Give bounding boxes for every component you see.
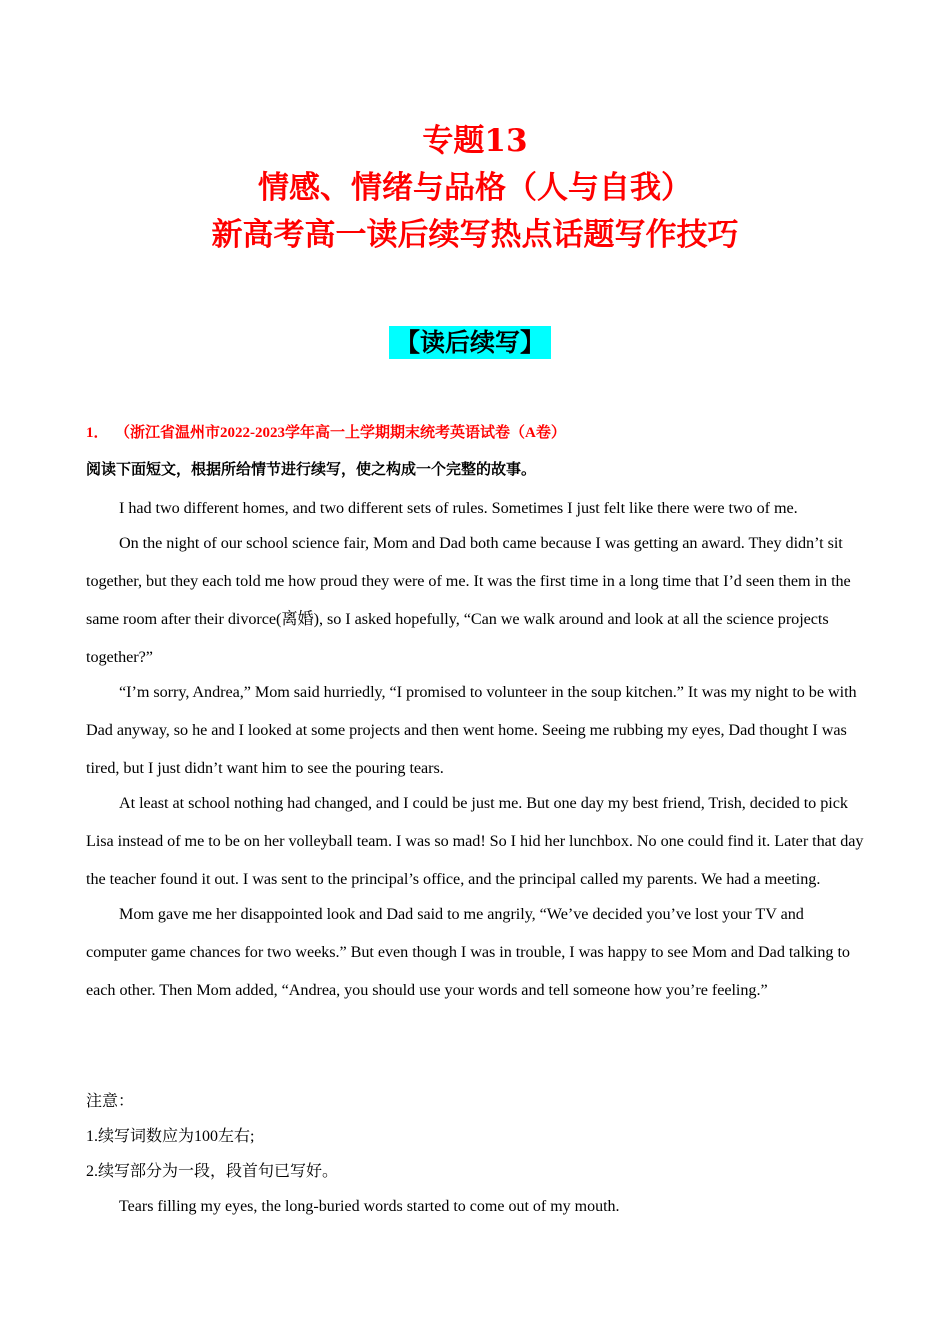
title-subtitle: 新高考高一读后续写热点话题写作技巧 <box>211 217 739 253</box>
question-source-text: （浙江省温州市2022-2023学年高一上学期期末统考英语试卷（A卷） <box>122 425 566 441</box>
question-source <box>86 422 566 444</box>
document-title <box>0 118 950 259</box>
passage-paragraph: “I’m sorry, Andrea,” Mom said hurriedly, “I promised to volunteer in the soup kitchen.” It was my night to be with Dad anyway, so he and I looked at some projects and then went home. Seeing me rubbing my eyes, Dad thought I was tired, but I just didn’t want him to see the pouring tears. <box>86 683 857 777</box>
notes-section <box>86 1084 864 1224</box>
reading-passage <box>86 489 864 1006</box>
passage-paragraph: I had two different homes, and two different sets of rules. Sometimes I just felt like there were two of me. <box>119 499 798 517</box>
passage-paragraph: At least at school nothing had changed, and I could be just me. But one day my best friend, Trish, decided to pick Lisa instead of me to be on her volleyball team. I was so mad! So I hid her lunchbox. No one could find it. Later that day the teacher found it out. I was sent to the principal’s office, and the principal called my parents. We had a meeting. <box>86 794 864 888</box>
notes-item: 1.续写词数应为100左右; <box>86 1128 255 1145</box>
continuation-first-sentence: Tears filling my eyes, the long-buried words started to come out of my mouth. <box>119 1198 620 1215</box>
title-topic-number: 专题13 <box>422 123 528 159</box>
passage-paragraph: On the night of our school science fair, Mom and Dad both came because I was getting an award. They didn’t sit together, but they each told me how proud they were of me. It was the first time in a long time that I’d seen them in the same room after their divorce(离婚), so I asked hopefully, “Can we walk around and look at all the science projects together?” <box>86 534 851 666</box>
question-number: 1． <box>86 425 109 441</box>
notes-item: 2.续写部分为一段，段首句已写好。 <box>86 1163 339 1180</box>
title-theme: 情感、情绪与品格（人与自我） <box>258 170 692 206</box>
section-label: 【读后续写】 <box>389 326 551 359</box>
passage-paragraph: Mom gave me her disappointed look and Dad said to me angrily, “We’ve decided you’ve lost your TV and computer game chances for two weeks.” But even though I was in trouble, I was happy to see Mom and Dad talking to each other. Then Mom added, “Andrea, you should use your words and tell someone how you’re feeling.” <box>86 905 850 999</box>
question-instruction: 阅读下面短文，根据所给情节进行续写，使之构成一个完整的故事。 <box>86 460 537 478</box>
notes-heading: 注意： <box>86 1093 135 1110</box>
